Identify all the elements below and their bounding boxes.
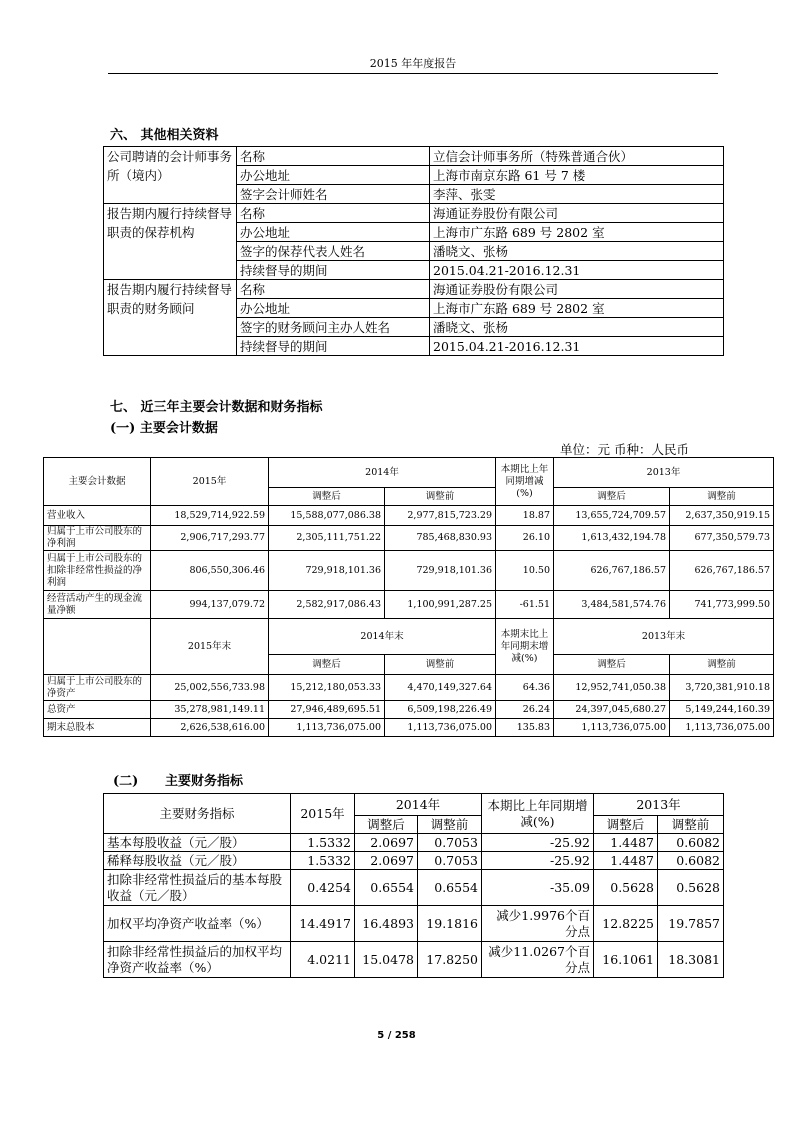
table-row xyxy=(44,675,774,701)
table-row xyxy=(104,906,724,942)
row-label: 期末总股本 xyxy=(44,719,151,737)
col-header-change-end: 本期末比上年同期末增减(%) xyxy=(496,619,554,675)
table-row xyxy=(104,852,724,870)
col-header-2013-end: 2013年末 xyxy=(554,619,774,655)
cell-value: 19.1816 xyxy=(418,906,482,942)
cell-value: 0.7053 xyxy=(418,852,482,870)
row-label: 经营活动产生的现金流量净额 xyxy=(44,591,151,619)
cell-value: 5,149,244,160.39 xyxy=(670,701,774,719)
ind-header-item: 主要财务指标 xyxy=(104,794,291,834)
cell-value: 1,113,736,075.00 xyxy=(670,719,774,737)
cell-value: 27,946,489,695.51 xyxy=(269,701,385,719)
cell-value: 785,468,830.93 xyxy=(385,526,496,551)
page-number: 5 / 258 xyxy=(377,1030,416,1041)
info-field-value: 潘晓文、张杨 xyxy=(430,242,724,261)
info-field-label: 签字的财务顾问主办人姓名 xyxy=(237,318,430,337)
col-header-adjust: 调整前 xyxy=(385,655,496,675)
cell-value: 2.0697 xyxy=(355,852,418,870)
cell-value: -35.09 xyxy=(482,870,594,906)
table-row xyxy=(44,719,774,737)
col-header-2014-before: 调整前 xyxy=(385,488,496,506)
cell-value: 677,350,579.73 xyxy=(670,526,774,551)
col-header-adjust: 调整后 xyxy=(269,655,385,675)
col-header-2013-before: 调整前 xyxy=(670,488,774,506)
cell-value: 24,397,045,680.27 xyxy=(554,701,670,719)
cell-value: 18.87 xyxy=(496,506,554,526)
cell-value: 1,613,432,194.78 xyxy=(554,526,670,551)
table-row xyxy=(44,551,774,591)
page-header: 2015 年年度报告 xyxy=(369,57,457,70)
subsection-financial-indicators: 主要财务指标 xyxy=(165,774,244,789)
table-row xyxy=(104,834,724,852)
table-row xyxy=(44,591,774,619)
info-field-label: 名称 xyxy=(237,147,430,166)
table-subheader-row xyxy=(44,619,774,655)
row-label: 归属于上市公司股东的净利润 xyxy=(44,526,151,551)
cell-value: 15.0478 xyxy=(355,942,418,978)
cell-value: 2,582,917,086.43 xyxy=(269,591,385,619)
table-row xyxy=(104,870,724,906)
cell-value: 10.50 xyxy=(496,551,554,591)
cell-value: -25.92 xyxy=(482,852,594,870)
section-7-heading: 七、 近三年主要会计数据和财务指标 xyxy=(110,400,323,415)
info-group-label: 报告期内履行持续督导职责的财务顾问 xyxy=(104,280,237,356)
section-6-heading: 六、 其他相关资料 xyxy=(110,128,219,143)
cell-value: 15,588,077,086.38 xyxy=(269,506,385,526)
cell-value: 1,100,991,287.25 xyxy=(385,591,496,619)
info-group-label: 报告期内履行持续督导职责的保荐机构 xyxy=(104,204,237,280)
info-row xyxy=(104,204,724,223)
subsection-label: (二) xyxy=(113,774,139,789)
cell-value: 0.6554 xyxy=(355,870,418,906)
row-label: 营业收入 xyxy=(44,506,151,526)
cell-value: 减少11.0267个百分点 xyxy=(482,942,594,978)
cell-value: 135.83 xyxy=(496,719,554,737)
cell-value: 806,550,306.46 xyxy=(151,551,269,591)
info-field-label: 办公地址 xyxy=(237,223,430,242)
ind-header-change: 本期比上年同期增减(%) xyxy=(482,794,594,834)
ind-header-2013: 2013年 xyxy=(594,794,724,816)
cell-value: 2,305,111,751.22 xyxy=(269,526,385,551)
col-header-2015: 2015年 xyxy=(151,458,269,506)
cell-value: 19.7857 xyxy=(658,906,724,942)
info-field-value: 上海市广东路 689 号 2802 室 xyxy=(430,223,724,242)
cell-value: 0.5628 xyxy=(594,870,658,906)
cell-value: 729,918,101.36 xyxy=(269,551,385,591)
cell-value: 26.10 xyxy=(496,526,554,551)
table-row xyxy=(44,701,774,719)
info-field-value: 上海市广东路 689 号 2802 室 xyxy=(430,299,724,318)
cell-value: 18,529,714,922.59 xyxy=(151,506,269,526)
info-field-label: 持续督导的期间 xyxy=(237,261,430,280)
table-row xyxy=(44,506,774,526)
ind-header-2013-before: 调整前 xyxy=(658,816,724,834)
ind-header-2014-before: 调整前 xyxy=(418,816,482,834)
cell-value: 12.8225 xyxy=(594,906,658,942)
row-label-empty xyxy=(44,619,151,675)
col-header-item: 主要会计数据 xyxy=(44,458,151,506)
col-header-2013: 2013年 xyxy=(554,458,774,488)
cell-value: 2,626,538,616.00 xyxy=(151,719,269,737)
cell-value: 1.4487 xyxy=(594,852,658,870)
ind-header-2015: 2015年 xyxy=(291,794,355,834)
cell-value: 17.8250 xyxy=(418,942,482,978)
row-label: 扣除非经常性损益后的加权平均净资产收益率（%） xyxy=(104,942,291,978)
cell-value: 35,278,981,149.11 xyxy=(151,701,269,719)
cell-value: 1,113,736,075.00 xyxy=(554,719,670,737)
cell-value: 3,484,581,574.76 xyxy=(554,591,670,619)
cell-value: 0.6082 xyxy=(658,834,724,852)
info-field-label: 签字会计师姓名 xyxy=(237,185,430,204)
table-row xyxy=(104,942,724,978)
cell-value: 2,906,717,293.77 xyxy=(151,526,269,551)
cell-value: 26.24 xyxy=(496,701,554,719)
financial-indicators-table xyxy=(103,793,724,978)
info-field-value: 2015.04.21-2016.12.31 xyxy=(430,261,724,280)
cell-value: 0.4254 xyxy=(291,870,355,906)
cell-value: 25,002,556,733.98 xyxy=(151,675,269,701)
row-label: 总资产 xyxy=(44,701,151,719)
unit-currency: 单位：元 币种：人民币 xyxy=(560,442,689,457)
col-header-adjust: 调整前 xyxy=(670,655,774,675)
cell-value: 2,977,815,723.29 xyxy=(385,506,496,526)
cell-value: 4,470,149,327.64 xyxy=(385,675,496,701)
info-field-value: 立信会计师事务所（特殊普通合伙） xyxy=(430,147,724,166)
subsection-accounting-data: (一) 主要会计数据 xyxy=(110,421,218,436)
col-header-2014-after: 调整后 xyxy=(269,488,385,506)
cell-value: 12,952,741,050.38 xyxy=(554,675,670,701)
ind-header-2014: 2014年 xyxy=(355,794,482,816)
info-field-value: 2015.04.21-2016.12.31 xyxy=(430,337,724,356)
info-field-label: 名称 xyxy=(237,280,430,299)
cell-value: 16.4893 xyxy=(355,906,418,942)
cell-value: 1,113,736,075.00 xyxy=(269,719,385,737)
cell-value: 1.5332 xyxy=(291,852,355,870)
col-header-2013-after: 调整后 xyxy=(554,488,670,506)
info-field-value: 潘晓文、张杨 xyxy=(430,318,724,337)
info-field-label: 办公地址 xyxy=(237,166,430,185)
info-row xyxy=(104,280,724,299)
accounting-data-table xyxy=(43,457,774,737)
cell-value: 2,637,350,919.15 xyxy=(670,506,774,526)
cell-value: 626,767,186.57 xyxy=(554,551,670,591)
cell-value: 4.0211 xyxy=(291,942,355,978)
cell-value: -25.92 xyxy=(482,834,594,852)
col-header-adjust: 调整后 xyxy=(554,655,670,675)
ind-header-2013-after: 调整后 xyxy=(594,816,658,834)
cell-value: 13,655,724,709.57 xyxy=(554,506,670,526)
cell-value: 16.1061 xyxy=(594,942,658,978)
info-field-value: 李萍、张雯 xyxy=(430,185,724,204)
col-header-2015-end: 2015年末 xyxy=(151,619,269,675)
cell-value: 994,137,079.72 xyxy=(151,591,269,619)
cell-value: 2.0697 xyxy=(355,834,418,852)
info-field-label: 名称 xyxy=(237,204,430,223)
cell-value: 0.7053 xyxy=(418,834,482,852)
ind-header-2014-after: 调整后 xyxy=(355,816,418,834)
cell-value: 1,113,736,075.00 xyxy=(385,719,496,737)
info-field-value: 海通证券股份有限公司 xyxy=(430,280,724,299)
row-label: 基本每股收益（元／股） xyxy=(104,834,291,852)
cell-value: 1.5332 xyxy=(291,834,355,852)
cell-value: 3,720,381,910.18 xyxy=(670,675,774,701)
cell-value: 64.36 xyxy=(496,675,554,701)
header-divider xyxy=(108,73,718,74)
info-group-label: 公司聘请的会计师事务所（境内） xyxy=(104,147,237,204)
cell-value: 15,212,180,053.33 xyxy=(269,675,385,701)
row-label: 稀释每股收益（元／股） xyxy=(104,852,291,870)
other-info-table xyxy=(103,146,724,356)
row-label: 加权平均净资产收益率（%） xyxy=(104,906,291,942)
cell-value: 0.5628 xyxy=(658,870,724,906)
cell-value: 14.4917 xyxy=(291,906,355,942)
cell-value: 729,918,101.36 xyxy=(385,551,496,591)
row-label: 归属于上市公司股东的净资产 xyxy=(44,675,151,701)
cell-value: -61.51 xyxy=(496,591,554,619)
row-label: 扣除非经常性损益后的基本每股收益（元／股） xyxy=(104,870,291,906)
info-field-label: 持续督导的期间 xyxy=(237,337,430,356)
col-header-2014: 2014年 xyxy=(269,458,496,488)
cell-value: 减少1.9976个百分点 xyxy=(482,906,594,942)
cell-value: 1.4487 xyxy=(594,834,658,852)
info-field-label: 签字的保荐代表人姓名 xyxy=(237,242,430,261)
cell-value: 0.6082 xyxy=(658,852,724,870)
cell-value: 6,509,198,226.49 xyxy=(385,701,496,719)
cell-value: 626,767,186.57 xyxy=(670,551,774,591)
cell-value: 18.3081 xyxy=(658,942,724,978)
col-header-2014-end: 2014年末 xyxy=(269,619,496,655)
cell-value: 741,773,999.50 xyxy=(670,591,774,619)
table-row xyxy=(44,526,774,551)
col-header-change: 本期比上年同期增减(%) xyxy=(496,458,554,506)
info-field-label: 办公地址 xyxy=(237,299,430,318)
info-field-value: 上海市南京东路 61 号 7 楼 xyxy=(430,166,724,185)
info-field-value: 海通证券股份有限公司 xyxy=(430,204,724,223)
info-row xyxy=(104,147,724,166)
row-label: 归属于上市公司股东的扣除非经常性损益的净利润 xyxy=(44,551,151,591)
cell-value: 0.6554 xyxy=(418,870,482,906)
